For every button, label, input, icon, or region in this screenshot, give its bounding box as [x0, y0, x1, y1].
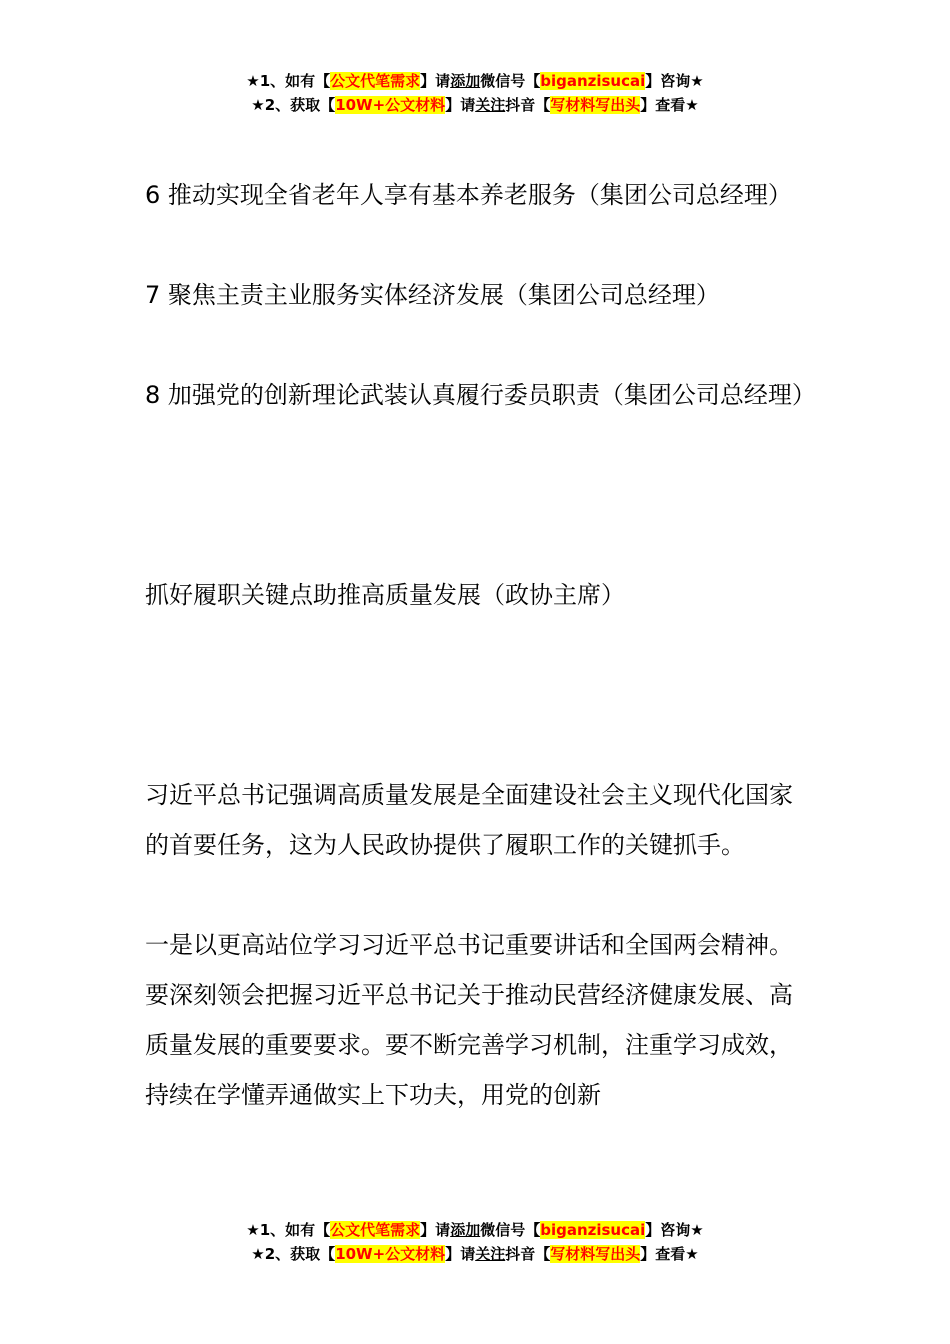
- banner-text: 】咨询★: [645, 72, 704, 90]
- banner-text: 】咨询★: [645, 1221, 704, 1239]
- list-item-7: 7 聚焦主责主业服务实体经济发展（集团公司总经理）: [145, 281, 720, 309]
- banner-text: 】请: [420, 72, 451, 90]
- spacer: [145, 420, 811, 570]
- highlight-text: 10W+公文材料: [335, 96, 446, 114]
- header-banner: [0, 69, 950, 117]
- highlight-text: biganzisucai: [540, 1221, 646, 1239]
- highlight-text: 10W+公文材料: [335, 1245, 446, 1263]
- list-item-6: 6 推动实现全省老年人享有基本养老服务（集团公司总经理）: [145, 181, 792, 209]
- banner-text: 抖音【: [505, 96, 551, 114]
- highlight-text: 写材料写出头: [550, 1245, 641, 1263]
- banner-text: 】请: [445, 1245, 476, 1263]
- banner-text: 抖音【: [505, 1245, 551, 1263]
- banner-text: 】请: [420, 1221, 451, 1239]
- banner-line-2: [0, 1242, 950, 1266]
- underlined-text: 关注: [475, 1245, 506, 1263]
- highlight-text: 公文代笔需求: [330, 72, 421, 90]
- highlight-text: 写材料写出头: [550, 96, 641, 114]
- banner-text: ★2、获取【: [251, 1245, 336, 1263]
- paragraph-point-one: 一是以更高站位学习习近平总书记重要讲话和全国两会精神。要深刻领会把握习近平总书记关于推动民营经济健康发展、高质量发展的重要要求。要不断完善学习机制，注重学习成效，持续在学懂弄通做实上下功夫，用党的创新: [145, 931, 793, 1109]
- banner-text: 】查看★: [640, 96, 699, 114]
- banner-text: ★2、获取【: [251, 96, 336, 114]
- banner-text: 】查看★: [640, 1245, 699, 1263]
- banner-line-1: [0, 1218, 950, 1242]
- spacer: [145, 870, 811, 920]
- spacer: [145, 220, 811, 270]
- underlined-text: 添加: [450, 72, 481, 90]
- banner-text: ★1、如有【: [246, 1221, 331, 1239]
- banner-text: 微信号【: [480, 1221, 541, 1239]
- document-body: [145, 170, 816, 1120]
- banner-line-1: [0, 69, 950, 93]
- spacer: [145, 620, 811, 770]
- underlined-text: 添加: [450, 1221, 481, 1239]
- paragraph-intro: 习近平总书记强调高质量发展是全面建设社会主义现代化国家的首要任务，这为人民政协提供了履职工作的关键抓手。: [145, 781, 793, 859]
- highlight-text: biganzisucai: [540, 72, 646, 90]
- banner-text: 微信号【: [480, 72, 541, 90]
- list-item-8: 8 加强党的创新理论武装认真履行委员职责（集团公司总经理）: [145, 381, 816, 409]
- banner-line-2: [0, 93, 950, 117]
- banner-text: 】请: [445, 96, 476, 114]
- banner-text: ★1、如有【: [246, 72, 331, 90]
- section-heading: 抓好履职关键点助推高质量发展（政协主席）: [145, 581, 625, 609]
- highlight-text: 公文代笔需求: [330, 1221, 421, 1239]
- spacer: [145, 320, 811, 370]
- footer-banner: [0, 1218, 950, 1266]
- underlined-text: 关注: [475, 96, 506, 114]
